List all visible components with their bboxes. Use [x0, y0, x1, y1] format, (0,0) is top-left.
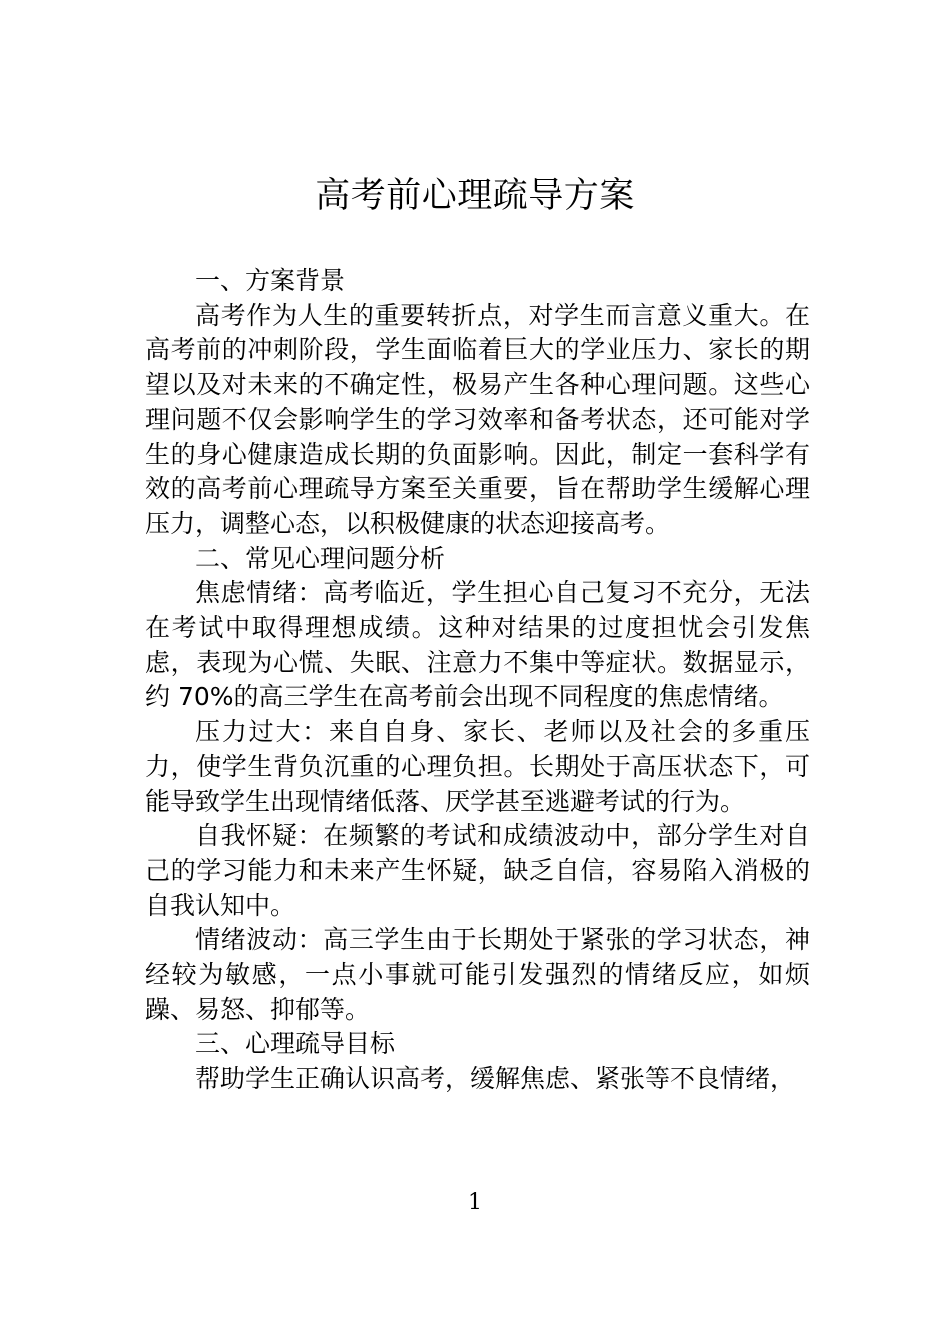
- paragraph-mood-swings: 情绪波动：高三学生由于长期处于紧张的学习状态，神经较为敏感，一点小事就可能引发强烈的情绪反应，如烦躁、易怒、抑郁等。: [145, 925, 810, 1024]
- section-heading-goals: 三、心理疏导目标: [195, 1029, 396, 1059]
- paragraph-background: 高考作为人生的重要转折点，对学生而言意义重大。在高考前的冲刺阶段，学生面临着巨大的学业压力、家长的期望以及对未来的不确定性，极易产生各种心理问题。这些心理问题不仅会影响学生的学习效率和备考状态，还可能对学生的身心健康造成长期的负面影响。因此，制定一套科学有效的高考前心理疏导方案至关重要，旨在帮助学生缓解心理压力，调整心态，以积极健康的状态迎接高考。: [145, 300, 810, 538]
- document-body: [145, 264, 810, 1097]
- paragraph-pressure: 压力过大：来自自身、家长、老师以及社会的多重压力，使学生背负沉重的心理负担。长期处于高压状态下，可能导致学生出现情绪低落、厌学甚至逃避考试的行为。: [145, 717, 810, 816]
- section-heading-background: 一、方案背景: [195, 266, 346, 295]
- paragraph-anxiety: 焦虑情绪：高考临近，学生担心自己复习不充分，无法在考试中取得理想成绩。这种对结果的过度担忧会引发焦虑，表现为心慌、失眠、注意力不集中等症状。数据显示，约 70%的高三学生在高考前会出现不同程度的焦虑情绪。: [145, 578, 810, 712]
- paragraph-self-doubt: 自我怀疑：在频繁的考试和成绩波动中，部分学生对自己的学习能力和未来产生怀疑，缺乏自信，容易陷入消极的自我认知中。: [145, 821, 810, 920]
- document-title: 高考前心理疏导方案: [315, 176, 635, 216]
- paragraph-goals: 帮助学生正确认识高考，缓解焦虑、紧张等不良情绪，: [195, 1064, 796, 1094]
- page-number: 1: [468, 1190, 482, 1215]
- section-heading-problems: 二、常见心理问题分析: [195, 543, 446, 573]
